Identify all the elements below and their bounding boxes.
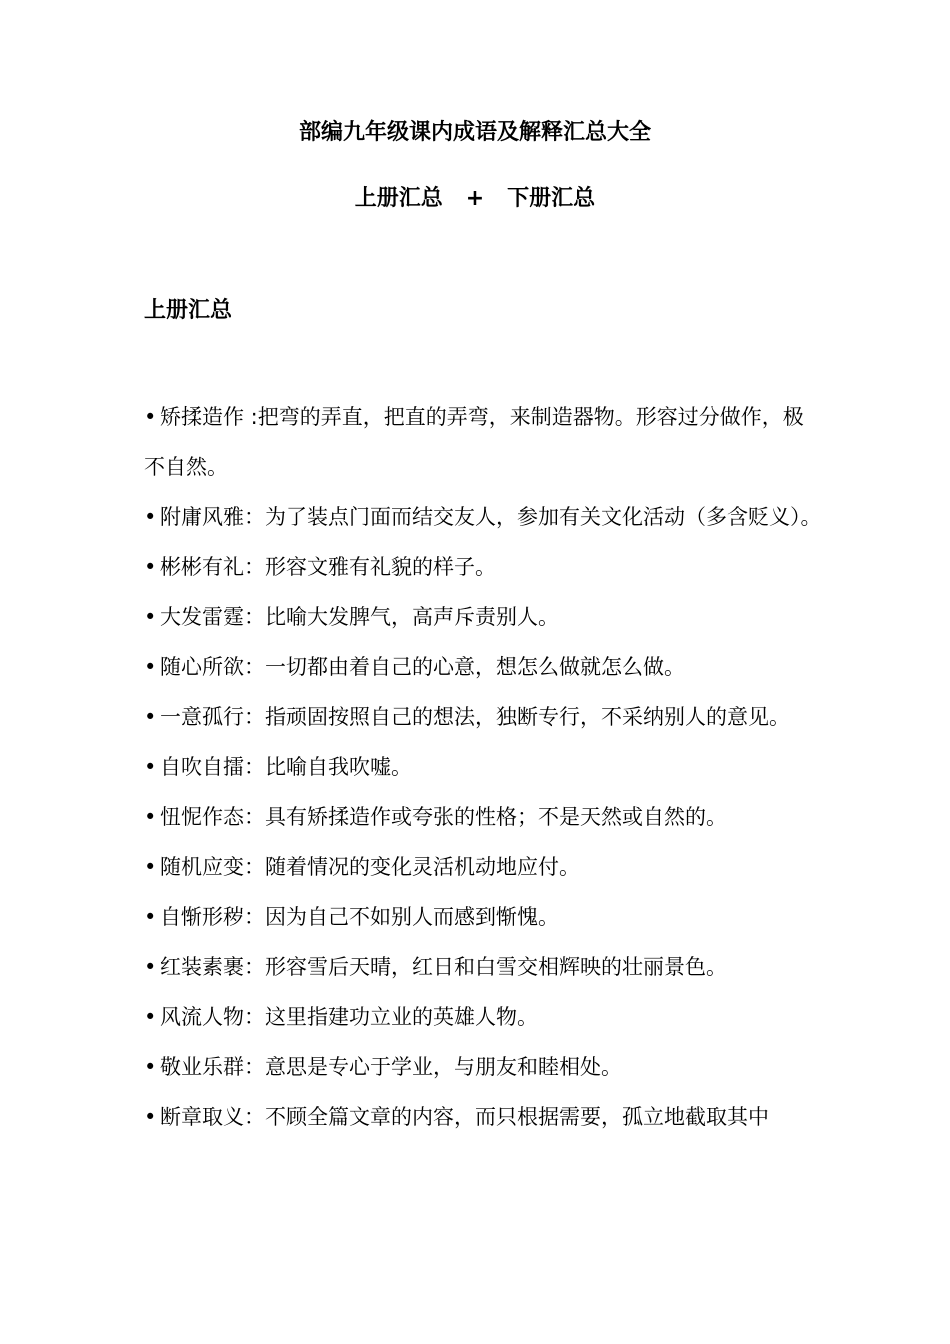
item-text: 附庸风雅：为了装点门面而结交友人，参加有关文化活动（多含贬义）。 xyxy=(160,505,822,529)
item-text: 自惭形秽：因为自己不如别人而感到惭愧。 xyxy=(160,905,559,929)
item-text: 忸怩作态：具有矫揉造作或夸张的性格；不是天然或自然的。 xyxy=(160,805,727,829)
bullet-icon: • xyxy=(144,755,157,779)
bullet-icon: • xyxy=(144,705,157,729)
document-subtitle: 上册汇总 + 下册汇总 xyxy=(354,186,596,211)
bullet-icon: • xyxy=(144,605,157,629)
list-item xyxy=(144,542,824,592)
idiom-list xyxy=(144,392,824,1142)
item-text: 红装素裹：形容雪后天晴，红日和白雪交相辉映的壮丽景色。 xyxy=(160,955,727,979)
list-item xyxy=(144,392,824,492)
list-item xyxy=(144,1092,824,1142)
list-item xyxy=(144,742,824,792)
list-item xyxy=(144,1042,824,1092)
list-item xyxy=(144,692,824,742)
item-text: 一意孤行：指顽固按照自己的想法，独断专行，不采纳别人的意见。 xyxy=(160,705,790,729)
item-text: 风流人物：这里指建功立业的英雄人物。 xyxy=(160,1005,538,1029)
bullet-icon: • xyxy=(144,955,157,979)
bullet-icon: • xyxy=(144,655,157,679)
document-title: 部编九年级课内成语及解释汇总大全 xyxy=(298,120,651,145)
item-text: 自吹自擂：比喻自我吹嘘。 xyxy=(160,755,412,779)
bullet-icon: • xyxy=(144,805,157,829)
list-item xyxy=(144,492,824,542)
bullet-icon: • xyxy=(144,505,157,529)
item-text: 彬彬有礼：形容文雅有礼貌的样子。 xyxy=(160,555,496,579)
item-text: 敬业乐群：意思是专心于学业，与朋友和睦相处。 xyxy=(160,1055,622,1079)
list-item xyxy=(144,642,824,692)
item-text: 矫揉造作 :把弯的弄直，把直的弄弯，来制造器物。形容过分做作，极不自然。 xyxy=(144,405,804,479)
item-text: 断章取义：不顾全篇文章的内容，而只根据需要，孤立地截取其中 xyxy=(160,1105,769,1129)
bullet-icon: • xyxy=(144,1005,157,1029)
list-item xyxy=(144,992,824,1042)
list-item xyxy=(144,942,824,992)
item-text: 随心所欲：一切都由着自己的心意，想怎么做就怎么做。 xyxy=(160,655,685,679)
list-item xyxy=(144,792,824,842)
bullet-icon: • xyxy=(144,1055,157,1079)
item-text: 随机应变：随着情况的变化灵活机动地应付。 xyxy=(160,855,580,879)
list-item xyxy=(144,592,824,642)
bullet-icon: • xyxy=(144,1105,157,1129)
bullet-icon: • xyxy=(144,855,157,879)
list-item xyxy=(144,842,824,892)
bullet-icon: • xyxy=(144,555,157,579)
list-item xyxy=(144,892,824,942)
section-heading: 上册汇总 xyxy=(144,298,233,323)
item-text: 大发雷霆：比喻大发脾气，高声斥责别人。 xyxy=(160,605,559,629)
bullet-icon: • xyxy=(144,905,157,929)
bullet-icon: • xyxy=(144,405,157,429)
